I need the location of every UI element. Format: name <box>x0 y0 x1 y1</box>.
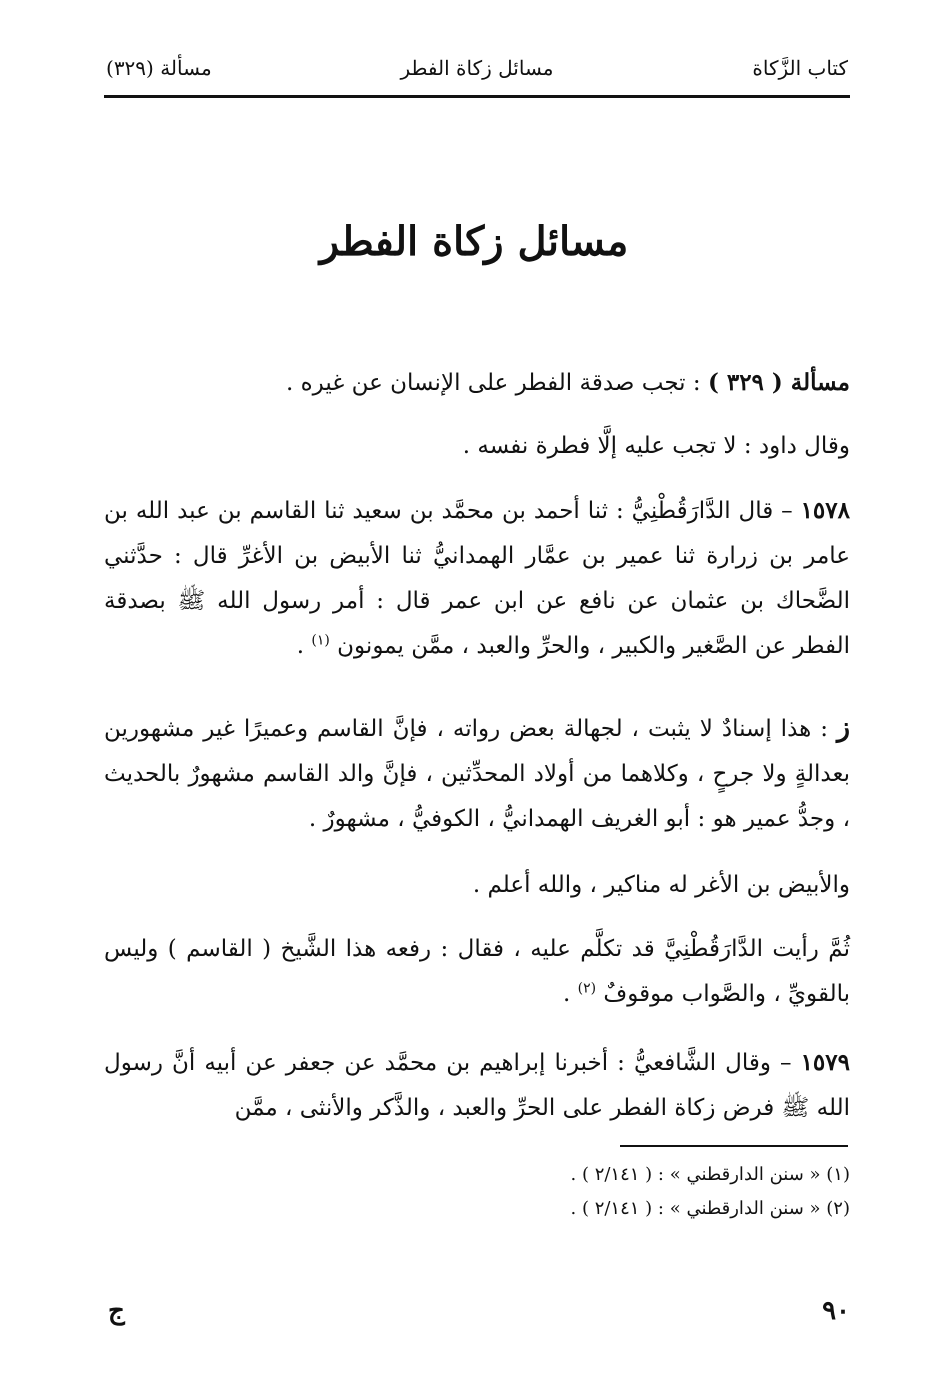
daraqutni-note-end: . <box>563 981 578 1007</box>
paragraph-hadith-1578 <box>104 488 892 669</box>
page-number: ٩٠ <box>822 1296 850 1326</box>
hadith-text-1579: – وقال الشَّافعيُّ : أخبرنا إبراهيم بن محمَّد عن جعفر عن أبيه أنَّ رسول الله ﷺ فرض زكاة الفطر على الحرِّ والعبد ، والذَّكر والأنثى ، ممَّن <box>104 1050 850 1121</box>
paragraph-author-comment <box>104 705 892 842</box>
hadith-number-1579: ١٥٧٩ <box>800 1049 850 1076</box>
chapter-title: مسائل زكاة الفطر <box>319 218 629 265</box>
running-header <box>106 52 848 86</box>
paragraph-daraqutni-note <box>104 927 892 1017</box>
hadith-end-1578: . <box>296 633 312 659</box>
header-book-title: كتاب الزَّكاة <box>752 56 848 80</box>
footnotes <box>104 1158 850 1226</box>
footnote-ref-1: (١) <box>311 632 330 649</box>
issue-label: مسألة ( ٣٢٩ ) <box>707 369 850 396</box>
daraqutni-note-text: ثُمَّ رأيت الدَّارَقُطْنِيَّ قد تكلَّم عليه ، فقال : رفعه هذا الشَّيخ ( القاسم ) وليس بالقويِّ ، والصَّواب موقوفٌ <box>104 936 850 1007</box>
volume-mark: ج <box>108 1296 125 1326</box>
footnote-rule <box>620 1145 848 1147</box>
footnote-2: (٢) « سنن الدارقطني » : ( ٢/١٤١ ) . <box>570 1198 850 1219</box>
header-section-title: مسائل زكاة الفطر <box>400 56 554 80</box>
header-issue-number: مسألة (٣٢٩) <box>106 56 212 80</box>
footnote-1: (١) « سنن الدارقطني » : ( ٢/١٤١ ) . <box>570 1164 850 1185</box>
header-rule <box>104 95 850 98</box>
paragraph-hadith-1579 <box>104 1040 892 1131</box>
paragraph-dawud-opinion: وقال داود : لا تجب عليه إلَّا فطرة نفسه . <box>462 433 850 459</box>
issue-text: : تجب صدقة الفطر على الإنسان عن غيره . <box>285 370 708 396</box>
footnote-ref-2: (٢) <box>577 980 597 997</box>
hadith-text-1578: – قال الدَّارَقُطْنِيُّ : ثنا أحمد بن محمَّد بن سعيد ثنا القاسم بن عبد الله بن عامر بن زرارة ثنا عمير بن عمَّار الهمدانيُّ ثنا الأبيض بن الأغرِّ قال : حدَّثني الضَّحاك بن عثمان عن نافع عن ابن عمر قال : أمر رسول الله ﷺ بصدقة الفطر عن الصَّغير والكبير ، والحرِّ والعبد ، ممَّن يمونون <box>104 498 850 659</box>
hadith-number-1578: ١٥٧٨ <box>800 497 850 524</box>
paragraph-abyad-note: والأبيض بن الأغر له مناكير ، والله أعلم . <box>472 872 850 898</box>
author-mark: ز <box>836 712 850 743</box>
author-comment-text: : هذا إسنادٌ لا يثبت ، لجهالة بعض رواته ، فإنَّ القاسم وعميرًا غير مشهورين بعدالةٍ ولا جرحٍ ، وكلاهما من أولاد المحدِّثين ، فإنَّ والد القاسم مشهورٌ بالحديث ، وجدُّ عمير هو : أبو الغريف الهمدانيُّ ، الكوفيُّ ، مشهورٌ . <box>104 716 850 832</box>
paragraph-issue-statement <box>104 360 892 406</box>
